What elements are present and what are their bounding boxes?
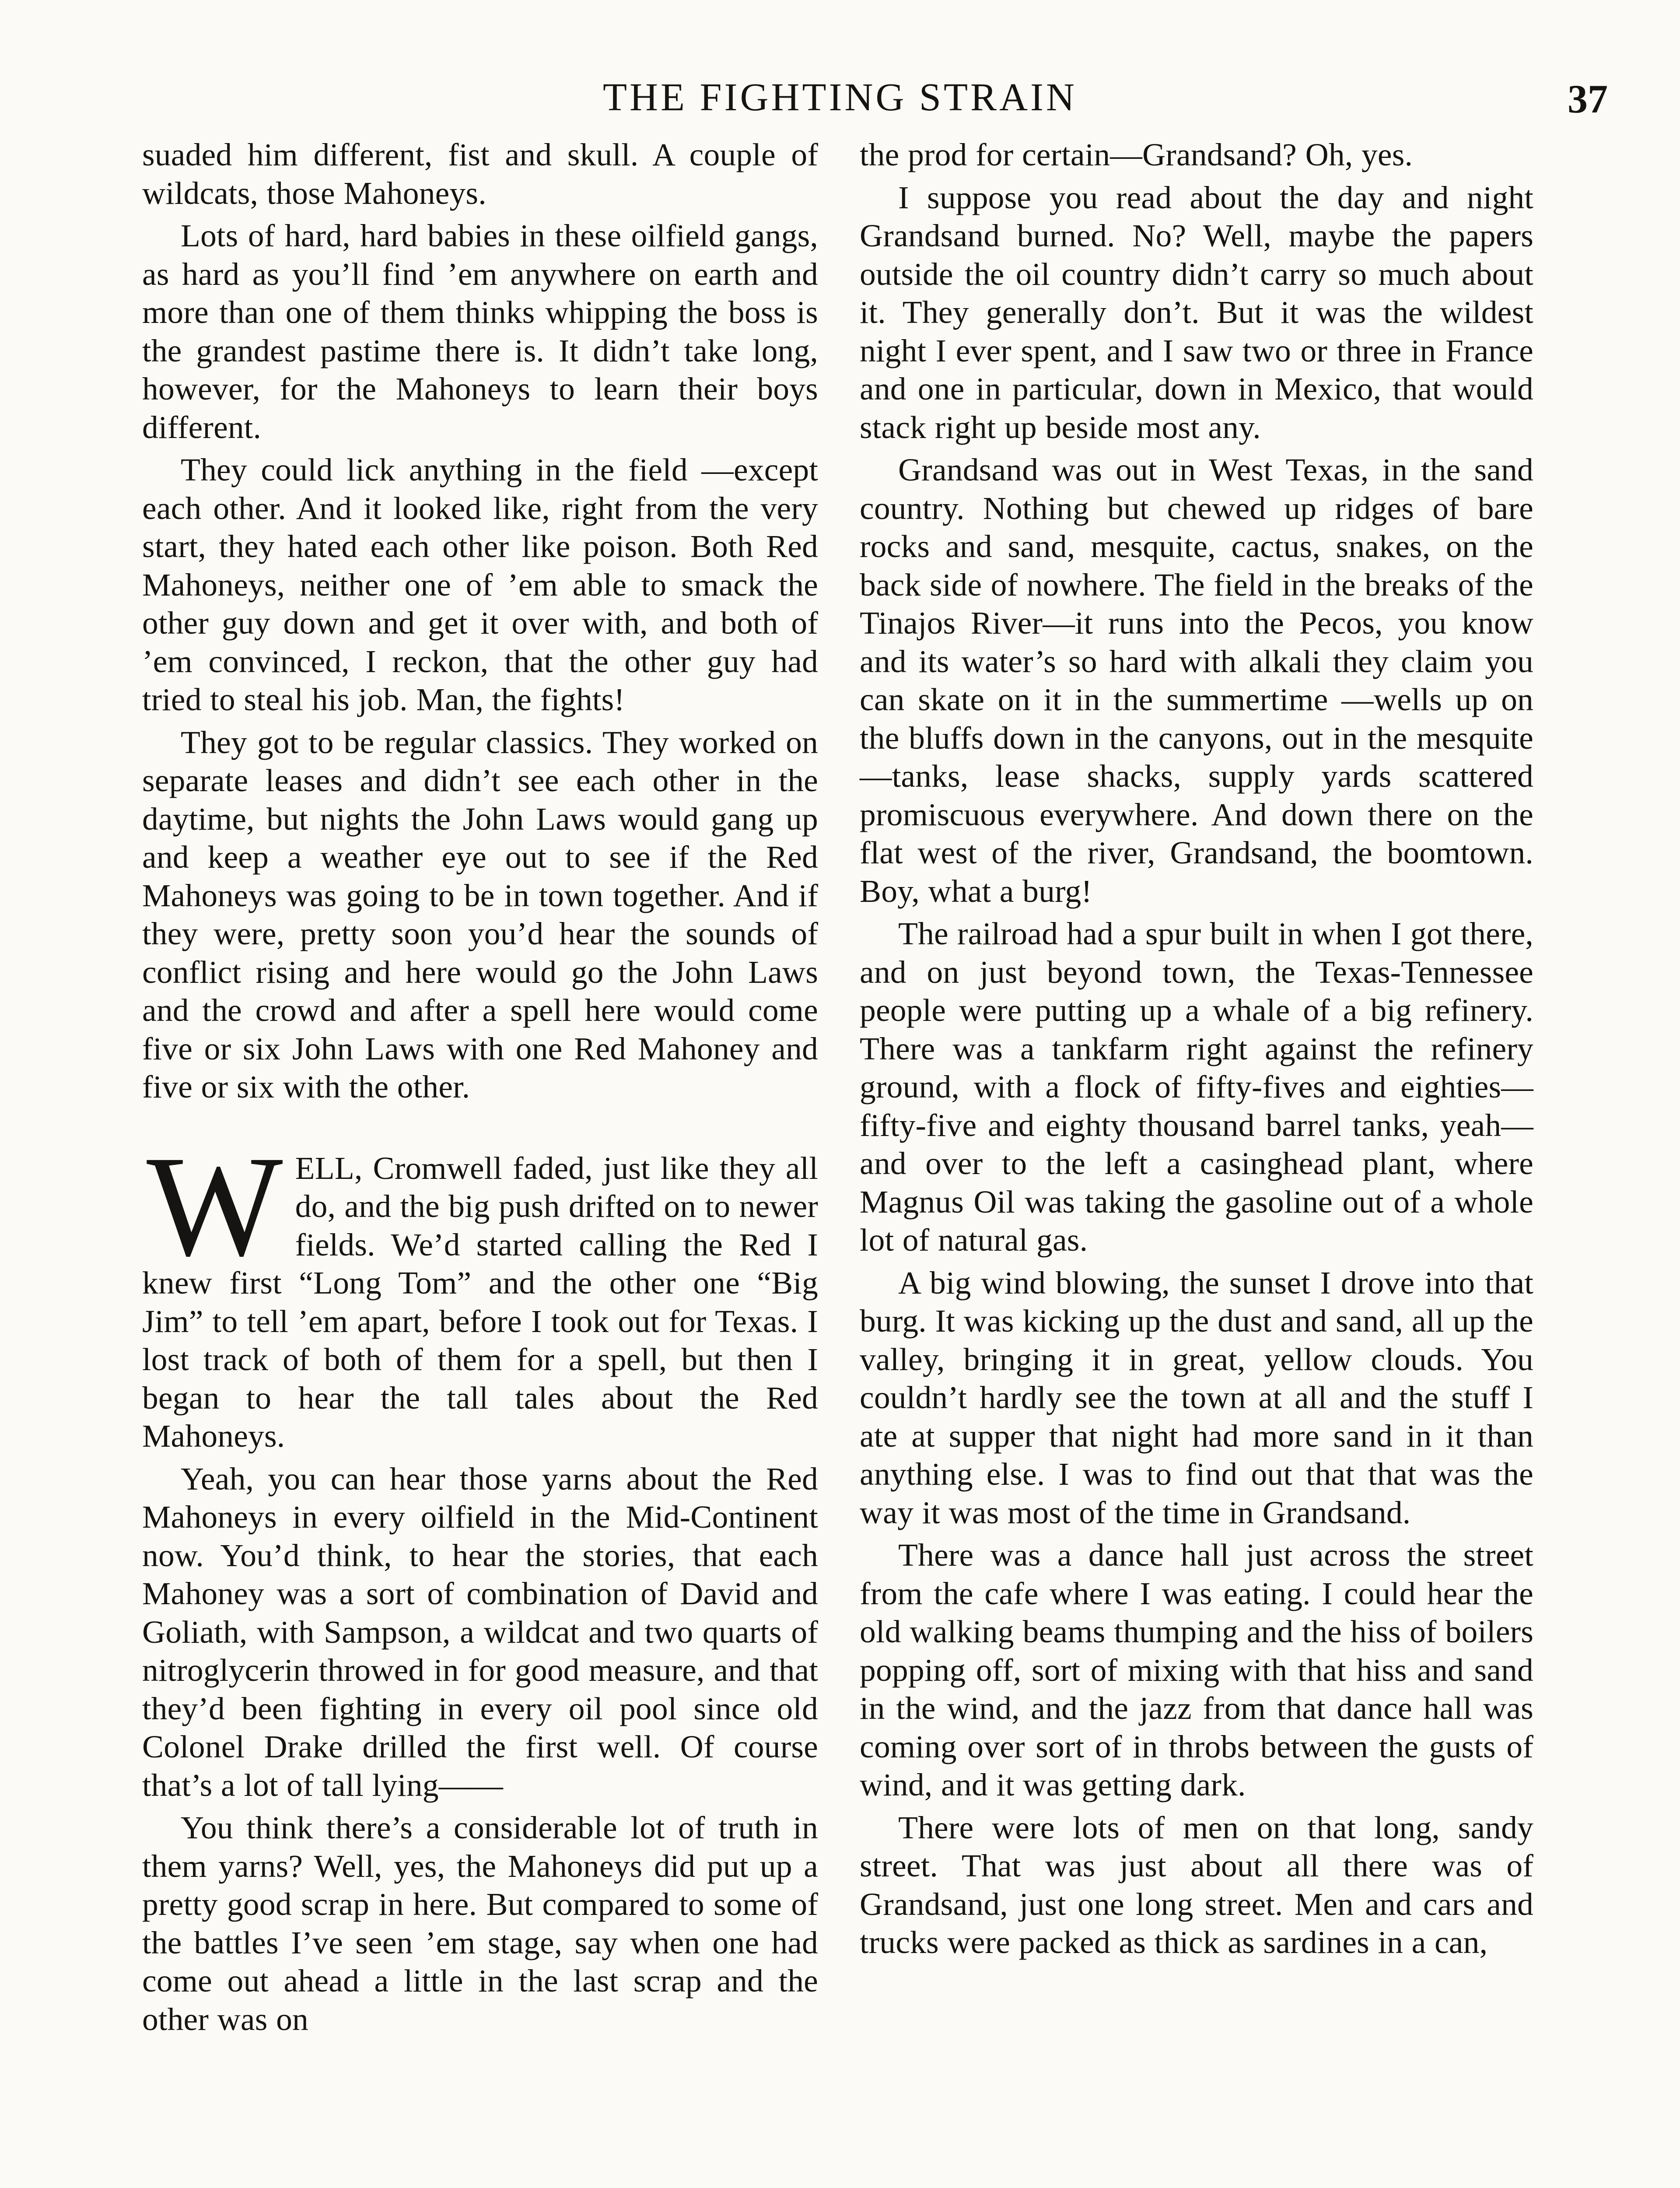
dropcap-paragraph [142,1126,818,1455]
paragraph: Grandsand was out in West Texas, in the sand country. Nothing but chewed up ridges of bare rocks and sand, mesquite, cactus, snakes, on the back side of nowhere. The field in the breaks of the Tinajos River—it runs into the Pecos, you know and its water’s so hard with alkali they claim you can skate on it in the summertime —wells up on the bluffs down in the canyons, out in the mesquite—tanks, lease shacks, supply yards scattered promiscuous everywhere. And down there on the flat west of the river, Grandsand, the boomtown. Boy, what a burg! [860,452,1533,909]
paragraph: I suppose you read about the day and night Grandsand burned. No? Well, maybe the papers outside the oil country didn’t carry so much about it. They generally don’t. But it was the wildest night I ever spent, and I saw two or three in France and one in particular, down in Mexico, that would stack right up beside most any. [860,179,1533,445]
paragraph: Yeah, you can hear those yarns about the Red Mahoneys in every oilfield in the Mid-Continent now. You’d think, to hear the stories, that each Mahoney was a sort of combination of David and Goliath, with Sampson, a wildcat and two quarts of nitroglycerin throwed in for good measure, and that they’d been fighting in every oil pool since old Colonel Drake drilled the first well. Of course that’s a lot of tall lying—— [142,1461,818,1803]
paragraph: the prod for certain—Grandsand? Oh, yes. [860,137,1413,172]
paragraph: They could lick anything in the field —except each other. And it looked like, right from the very start, they hated each other like poison. Both Red Mahoneys, neither one of ’em able to smack the other guy down and get it over with, and both of ’em convinced, I reckon, that the other guy had tried to steal his job. Man, the fights! [142,452,818,717]
right-column [860,136,1533,1966]
paragraph: There was a dance hall just across the street from the cafe where I was eating. I could hear the old walking beams thumping and the hiss of boilers popping off, sort of mixing with that hiss and sand in the wind, and the jazz from that dance hall was coming over sort of in throbs between the gusts of wind, and it was getting dark. [860,1537,1533,1802]
paragraph: A big wind blowing, the sunset I drove into that burg. It was kicking up the dust and sand, all up the valley, bringing it in great, yellow clouds. You couldn’t hardly see the town at all and the stuff I ate at supper that night had more sand in it than anything else. I was to find out that that was the way it was most of the time in Grandsand. [860,1265,1533,1530]
drop-cap-letter: W [147,1126,283,1286]
dropcap-paragraph-text: ELL, Cromwell faded, just like they all do, and the big push drifted on to newer fields. We’d started calling the Red I knew first “Long Tom” and the other one “Big Jim” to tell ’em apart, before I took out for Texas. I lost track of both of them for a spell, but then I began to hear the tall tales about the Red Mahoneys. [142,1150,818,1454]
paragraph: Lots of hard, hard babies in these oilfield gangs, as hard as you’ll find ’em anywhere on earth and more than one of them thinks whipping the boss is the grandest pastime there is. It didn’t take long, however, for the Mahoneys to learn their boys different. [142,218,818,445]
left-column [142,136,818,2043]
paragraph: There were lots of men on that long, sandy street. That was just about all there was of Grandsand, just one long street. Men and cars and trucks were packed as thick as sardines in a can, [860,1809,1533,1960]
paragraph: They got to be regular classics. They worked on separate leases and didn’t see each other in the daytime, but nights the John Laws would gang up and keep a weather eye out to see if the Red Mahoneys was going to be in town together. And if they were, pretty soon you’d hear the sounds of conflict rising and here would go the John Laws and the crowd and after a spell here would come five or six John Laws with one Red Mahoney and five or six with the other. [142,724,818,1105]
paragraph: suaded him different, fist and skull. A couple of wildcats, those Mahoneys. [142,137,818,211]
paragraph: The railroad had a spur built in when I got there, and on just beyond town, the Texas-Tennessee people were putting up a whale of a big refinery. There was a tankfarm right against the refinery ground, with a flock of fifty-fives and eighties—fifty-five and eighty thousand barrel tanks, yeah—and over to the left a casinghead plant, where Magnus Oil was taking the gasoline out of a whole lot of natural gas. [860,916,1533,1258]
running-head-title: THE FIGHTING STRAIN [603,76,1077,119]
page-number: 37 [1568,77,1608,121]
paragraph: You think there’s a considerable lot of truth in them yarns? Well, yes, the Mahoneys did put up a pretty good scrap in here. But compared to some of the battles I’ve seen ’em stage, say when one had come out ahead a little in the last scrap and the other was on [142,1810,818,2037]
